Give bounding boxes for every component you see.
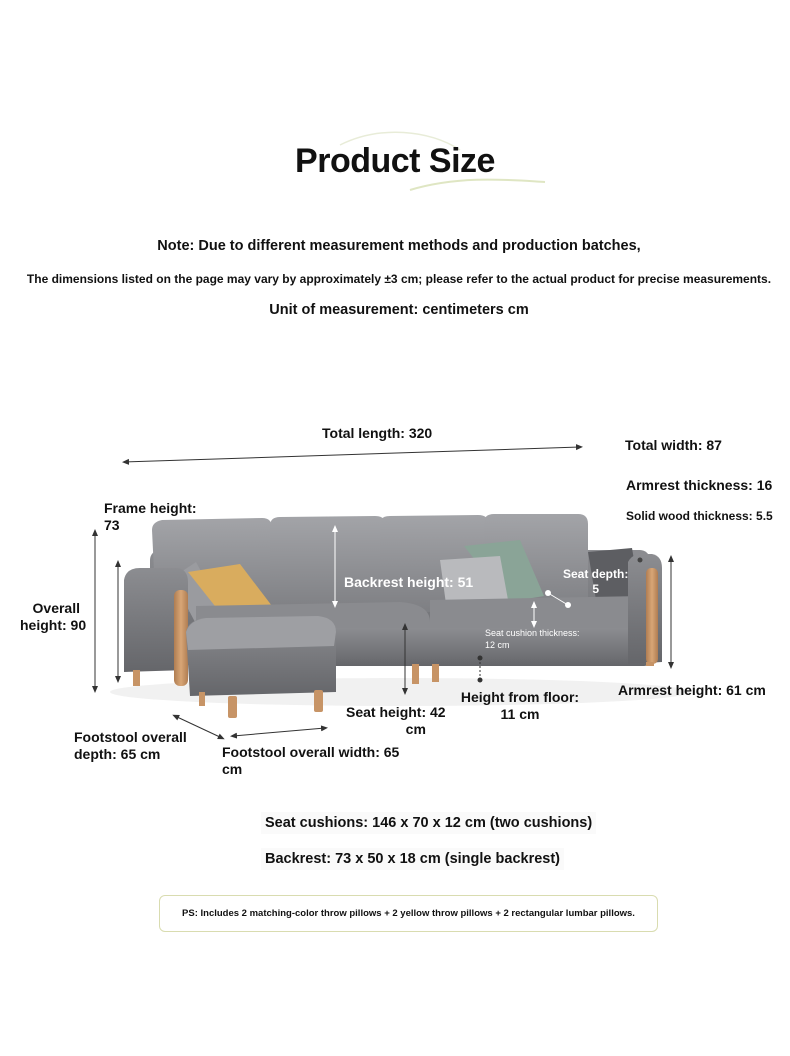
height-from-floor-label: Height from floor: 11 cm <box>460 689 580 722</box>
armrest-thickness-label: Armrest thickness: 16 <box>626 477 773 493</box>
seat-height-label: Seat height: 42 cm <box>346 704 446 737</box>
footstool-width-label: Footstool overall width: 65 cm <box>222 744 400 777</box>
unit-line: Unit of measurement: centimeters cm <box>269 302 529 318</box>
seat-cushions-spec: Seat cushions: 146 x 70 x 12 cm (two cushions) <box>261 812 596 834</box>
seat-cushion-thickness-label: Seat cushion thickness: 12 cm <box>485 628 580 650</box>
page-title: Product Size <box>295 142 495 180</box>
note-line-2: The dimensions listed on the page may vary by approximately ±3 cm; please refer to the actual product for precise measurements. <box>26 272 772 286</box>
armrest-height-label: Armrest height: 61 cm <box>618 682 766 698</box>
ps-note-text: PS: Includes 2 matching-color throw pillows + 2 yellow throw pillows + 2 rectangular lumbar pillows. <box>182 908 635 919</box>
footstool-depth-label: Footstool overall depth: 65 cm <box>74 729 187 762</box>
overall-height-label: Overall height: 90 <box>20 600 87 633</box>
frame-height-label: Frame height: 73 <box>104 500 197 533</box>
note-line-1: Note: Due to different measurement methods and production batches, <box>157 238 641 254</box>
solid-wood-thickness-label: Solid wood thickness: 5.5 <box>626 509 773 523</box>
total-length-label: Total length: 320 <box>322 425 433 441</box>
total-width-label: Total width: 87 <box>625 437 722 453</box>
ps-note-box <box>159 895 658 932</box>
seat-depth-label: Seat depth: 5 <box>563 567 629 596</box>
backrest-height-label: Backrest height: 51 <box>344 574 474 590</box>
backrest-spec: Backrest: 73 x 50 x 18 cm (single backrest) <box>261 848 564 870</box>
